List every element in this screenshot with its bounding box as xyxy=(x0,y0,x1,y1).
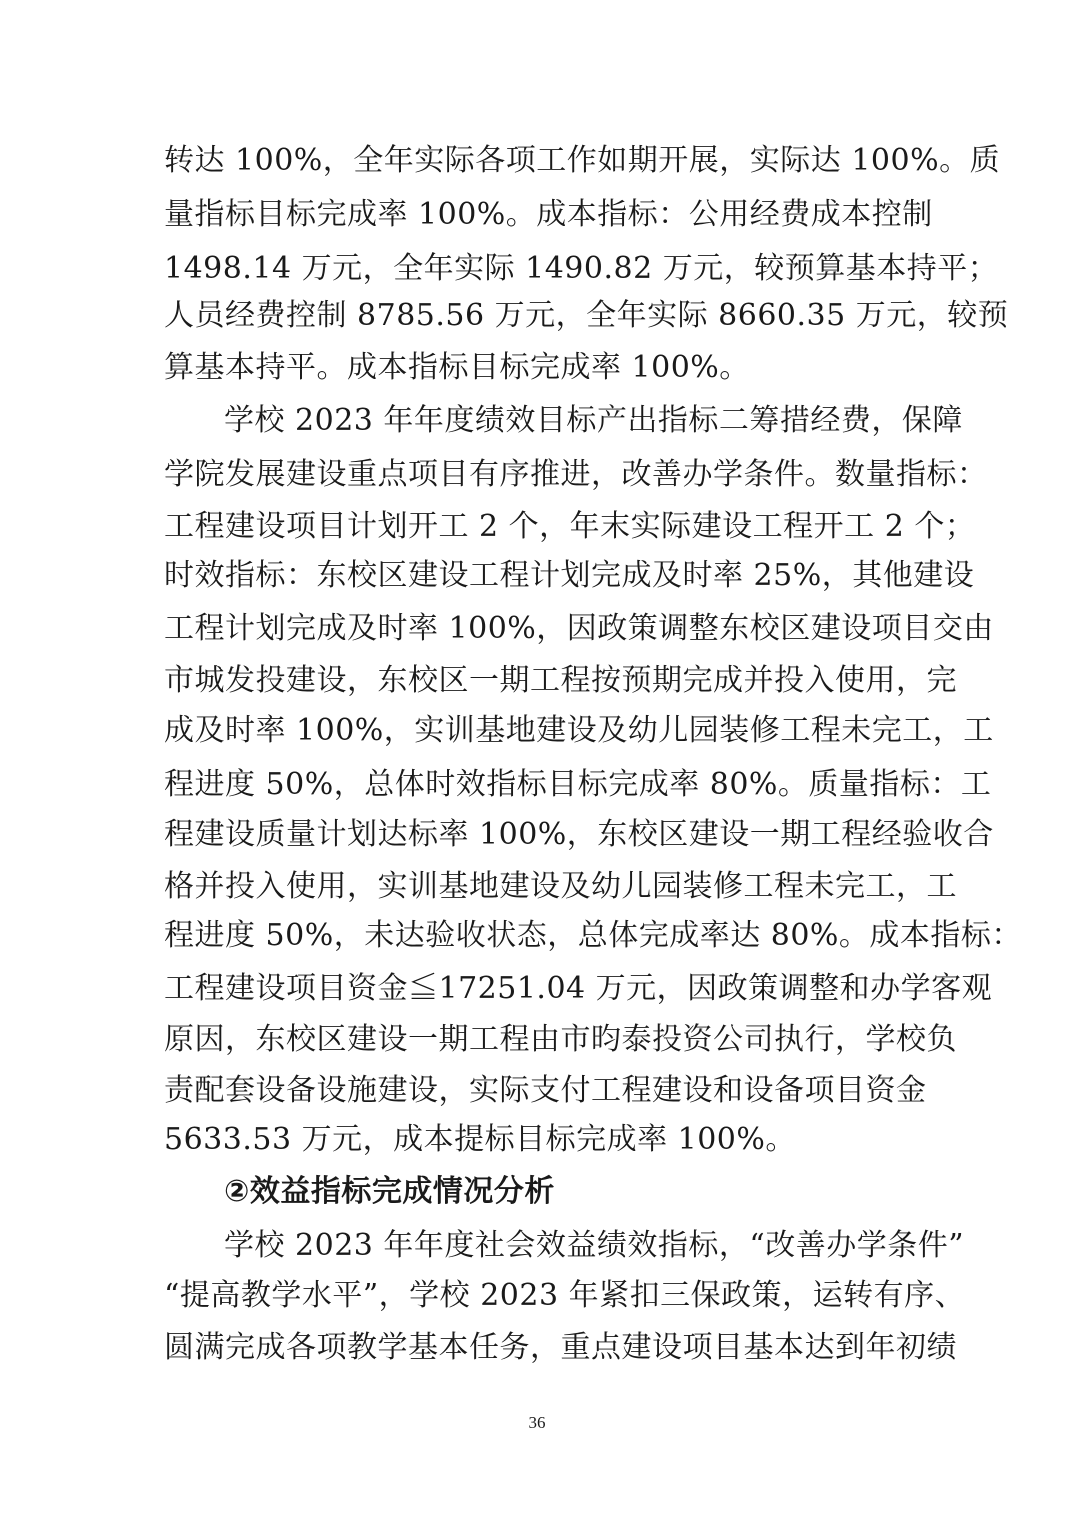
paragraph-1-line-3: 1498.14 万元，全年实际 1490.82 万元，较预算基本持平； xyxy=(164,251,999,286)
paragraph-2-line-8: 程进度 50%，总体时效指标目标完成率 80%。质量指标：工 xyxy=(164,767,992,802)
paragraph-3-line-2: “提高教学水平”，学校 2023 年紧扣三保政策，运转有序、 xyxy=(164,1278,966,1313)
paragraph-2-line-3: 工程建设项目计划开工 2 个，年末实际建设工程开工 2 个； xyxy=(164,509,976,544)
paragraph-2-line-11: 程进度 50%，未达验收状态，总体完成率达 80%。成本指标： xyxy=(164,918,1022,953)
paragraph-2-line-5: 工程计划完成及时率 100%，因政策调整东校区建设项目交由 xyxy=(164,611,994,646)
paragraph-2-line-9: 程建设质量计划达标率 100%，东校区建设一期工程经验收合 xyxy=(164,817,994,852)
paragraph-1-line-5: 算基本持平。成本指标目标完成率 100%。 xyxy=(164,350,750,385)
paragraph-2-line-4: 时效指标：东校区建设工程计划完成及时率 25%，其他建设 xyxy=(164,558,975,593)
paragraph-2-line-14: 责配套设备设施建设，实际支付工程建设和设备项目资金 xyxy=(164,1073,927,1108)
section-heading: ②效益指标完成情况分析 xyxy=(224,1174,555,1209)
paragraph-1-line-2: 量指标目标完成率 100%。成本指标：公用经费成本控制 xyxy=(164,197,933,232)
paragraph-2-line-13: 原因，东校区建设一期工程由市昀泰投资公司执行，学校负 xyxy=(164,1022,957,1057)
paragraph-1-line-1: 转达 100%，全年实际各项工作如期开展，实际达 100%。质 xyxy=(164,143,1001,178)
paragraph-2-line-12: 工程建设项目资金≦17251.04 万元，因政策调整和办学客观 xyxy=(164,971,993,1006)
paragraph-2-line-1: 学校 2023 年年度绩效目标产出指标二筹措经费，保障 xyxy=(224,403,963,438)
paragraph-2-line-15: 5633.53 万元，成本提标目标完成率 100%。 xyxy=(164,1122,796,1157)
paragraph-3-line-1: 学校 2023 年年度社会效益绩效指标，“改善办学条件” xyxy=(224,1228,965,1263)
paragraph-1-line-4: 人员经费控制 8785.56 万元，全年实际 8660.35 万元，较预 xyxy=(164,298,1009,333)
paragraph-2-line-10: 格并投入使用，实训基地建设及幼儿园装修工程未完工，工 xyxy=(164,869,957,904)
paragraph-2-line-6: 市城发投建设，东校区一期工程按预期完成并投入使用，完 xyxy=(164,663,957,698)
paragraph-3-line-3: 圆满完成各项教学基本任务，重点建设项目基本达到年初绩 xyxy=(164,1330,957,1365)
page-number: 36 xyxy=(528,1413,546,1432)
paragraph-2-line-7: 成及时率 100%，实训基地建设及幼儿园装修工程未完工，工 xyxy=(164,713,994,748)
paragraph-2-line-2: 学院发展建设重点项目有序推进，改善办学条件。数量指标： xyxy=(164,457,988,492)
